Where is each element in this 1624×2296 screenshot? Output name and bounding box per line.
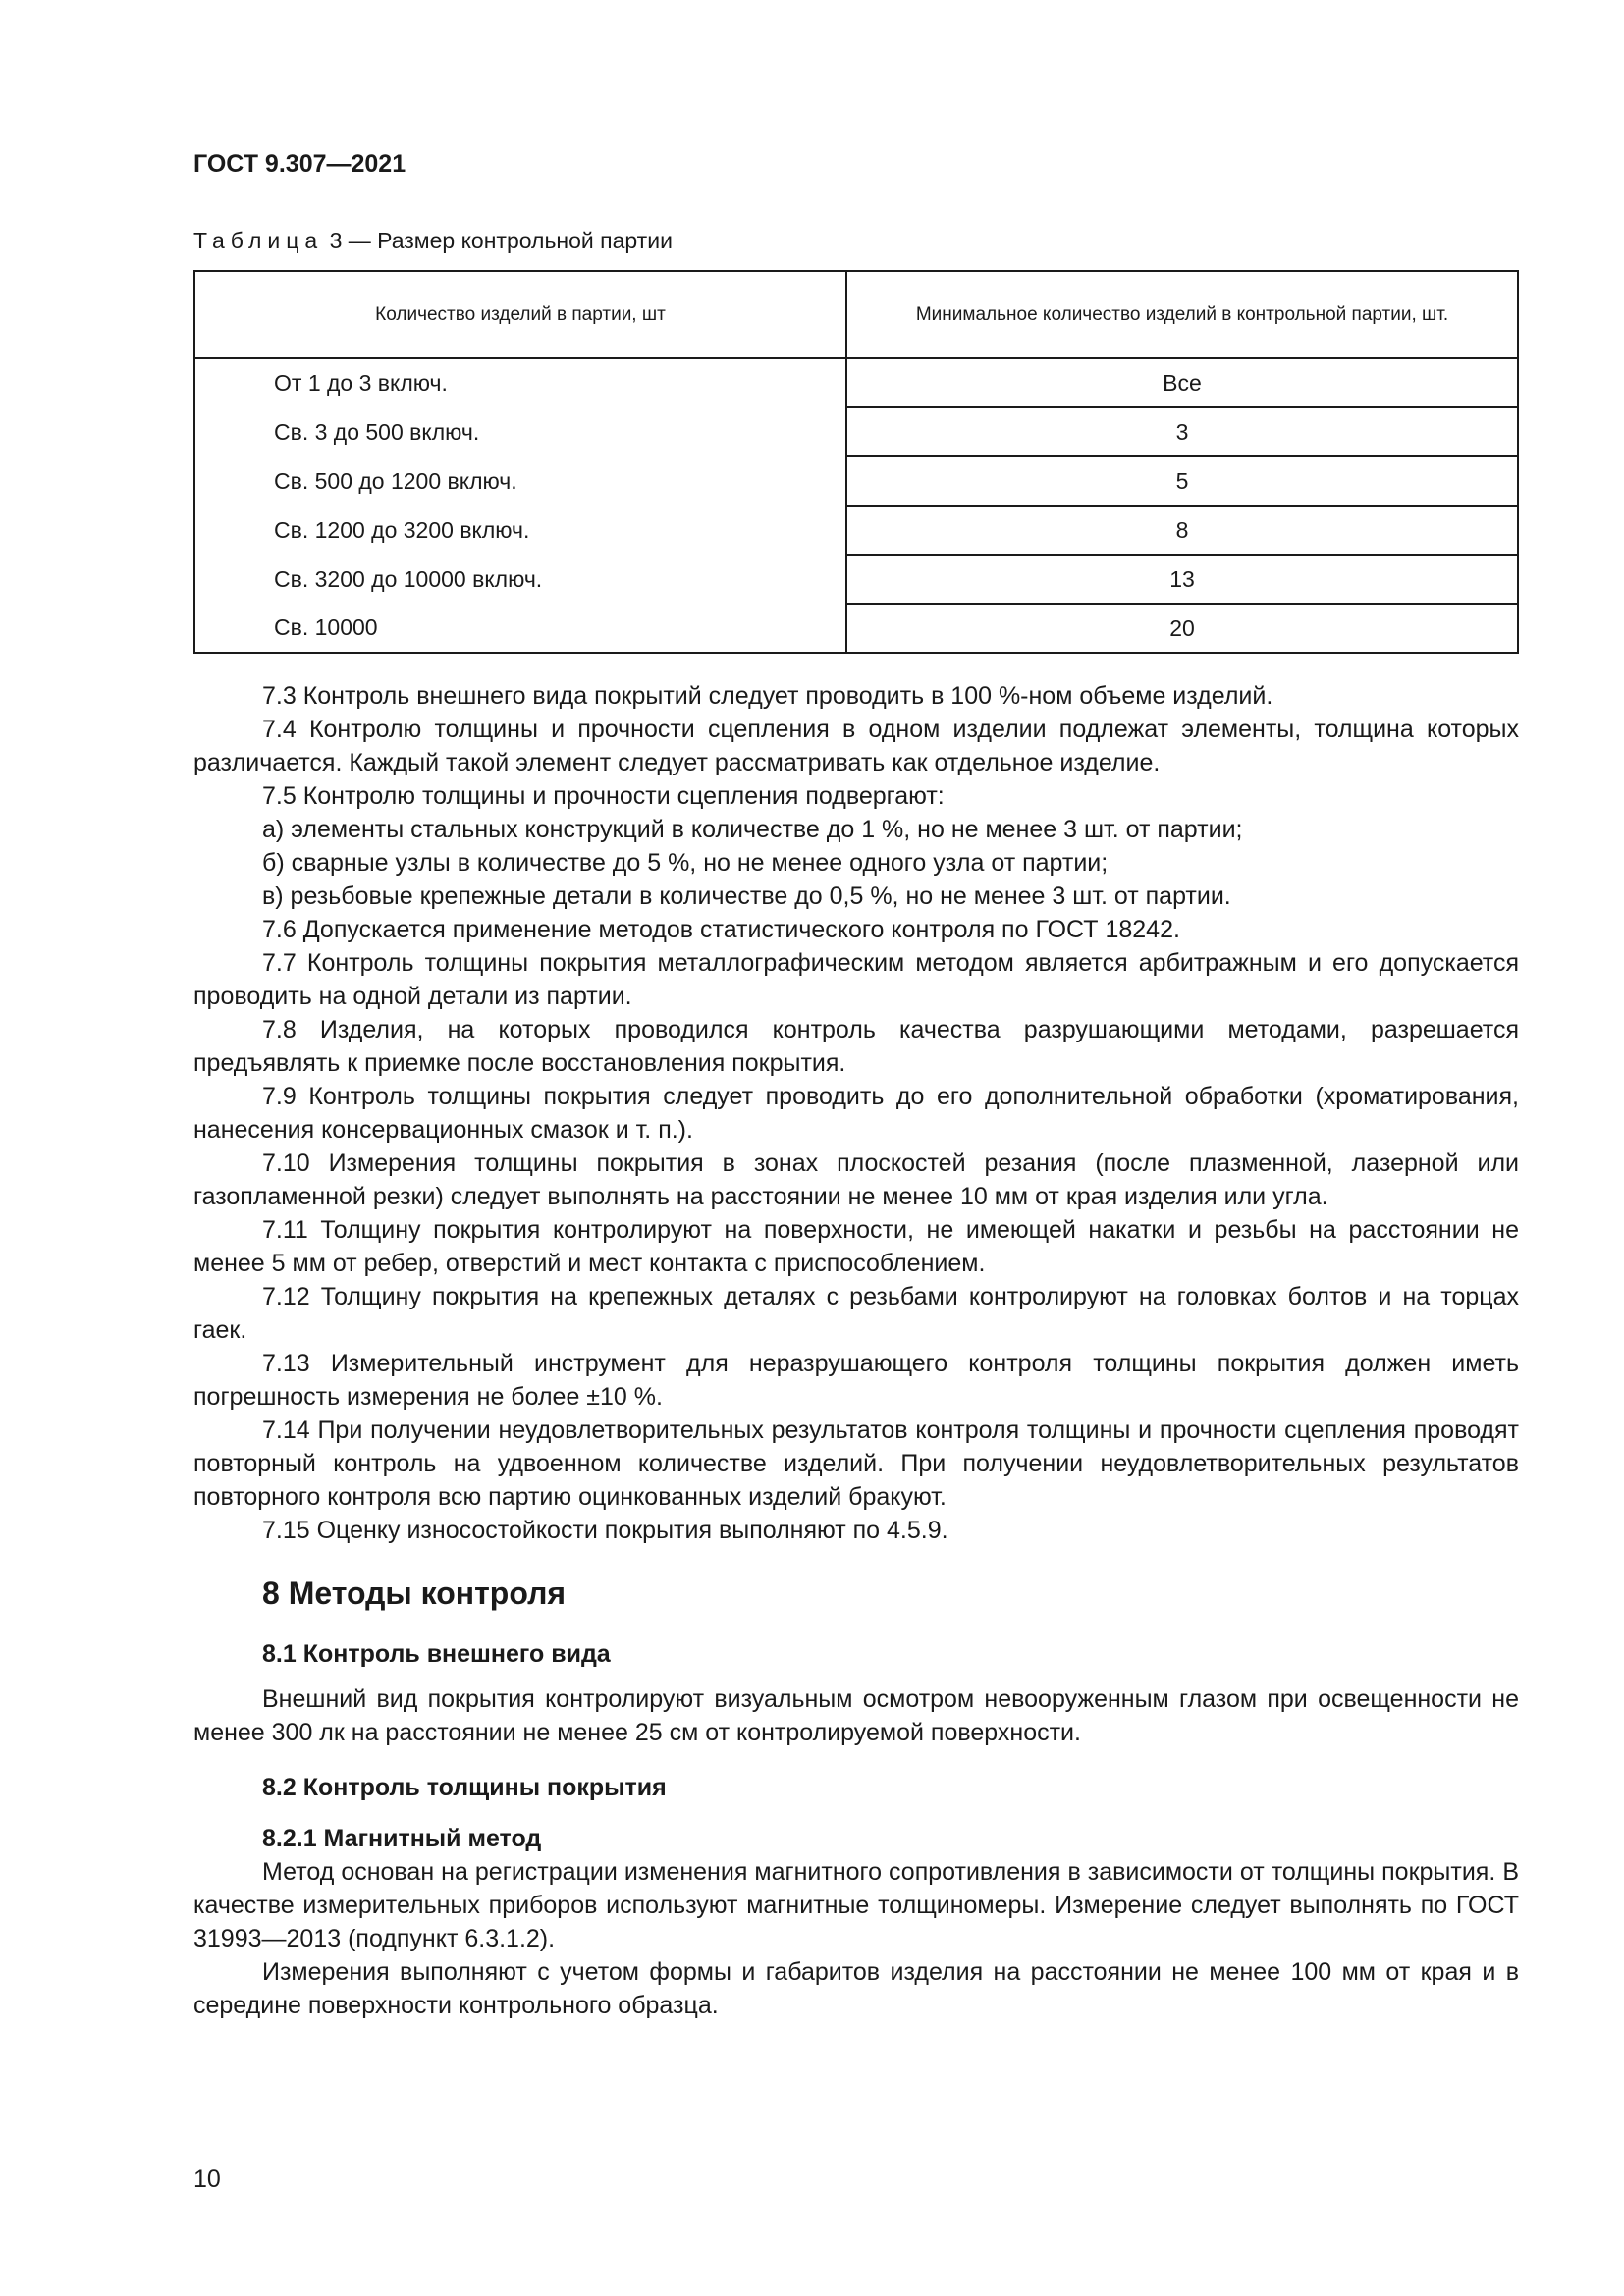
section-8-2-1-title: 8.2.1 Магнитный метод <box>262 1825 542 1852</box>
table-header-row <box>194 271 1518 358</box>
table-header-cell: Минимальное количество изделий в контрольной партии, шт. <box>846 271 1518 358</box>
paragraph-7-9: 7.9 Контроль толщины покрытия следует проводить до его дополнительной обработки (хроматирования, нанесения консервационных смазок и т. п.). <box>193 1083 1519 1144</box>
table-row <box>194 555 1518 604</box>
table-cell: 8 <box>846 506 1518 555</box>
table-cell: Св. 1200 до 3200 включ. <box>194 506 846 555</box>
table-caption-text: 3 — Размер контрольной партии <box>329 228 673 253</box>
list-item: а) элементы стальных конструкций в количестве до 1 %, но не менее 3 шт. от партии; <box>262 816 1243 843</box>
table-row <box>194 604 1518 653</box>
table-cell: 5 <box>846 456 1518 506</box>
table-row <box>194 456 1518 506</box>
table-row <box>194 407 1518 456</box>
paragraph-7-10: 7.10 Измерения толщины покрытия в зонах плоскостей резания (после плазменной, лазерной или газопламенной резки) следует выполнять на расстоянии не менее 10 мм от края изделия или угла. <box>193 1149 1519 1210</box>
section-8-2-title: 8.2 Контроль толщины покрытия <box>262 1774 667 1801</box>
table-cell: 13 <box>846 555 1518 604</box>
list-item: в) резьбовые крепежные детали в количестве до 0,5 %, но не менее 3 шт. от партии. <box>262 882 1231 910</box>
paragraph-7-6: 7.6 Допускается применение методов статистического контроля по ГОСТ 18242. <box>262 916 1180 943</box>
document-body <box>193 679 1519 2022</box>
table-row <box>194 506 1518 555</box>
table-cell: 20 <box>846 604 1518 653</box>
paragraph-7-3: 7.3 Контроль внешнего вида покрытий следует проводить в 100 %-ном объеме изделий. <box>262 682 1273 710</box>
section-8-2-1-paragraph-1: Метод основан на регистрации изменения магнитного сопротивления в зависимости от толщины покрытия. В качестве измерительных приборов используют магнитные толщиномеры. Измерение следует выполнять по ГОСТ 31993—2013 (подпункт 6.3.1.2). <box>193 1858 1519 1952</box>
paragraph-7-5: 7.5 Контролю толщины и прочности сцепления подвергают: <box>262 782 945 810</box>
table-cell: Св. 10000 <box>194 604 846 653</box>
section-8-2-1-paragraph-2: Измерения выполняют с учетом формы и габаритов изделия на расстоянии не менее 100 мм от края и в середине поверхности контрольного образца. <box>193 1958 1519 2019</box>
page-number: 10 <box>193 2165 221 2193</box>
section-8-1-title: 8.1 Контроль внешнего вида <box>262 1640 611 1668</box>
table-caption <box>193 228 673 254</box>
paragraph-7-12: 7.12 Толщину покрытия на крепежных деталях с резьбами контролируют на головках болтов и на торцах гаек. <box>193 1283 1519 1344</box>
table-caption-label: Таблица <box>193 228 324 253</box>
paragraph-7-8: 7.8 Изделия, на которых проводился контроль качества разрушающими методами, разрешается предъявлять к приемке после восстановления покрытия. <box>193 1016 1519 1077</box>
table-cell: От 1 до 3 включ. <box>194 358 846 407</box>
paragraph-7-15: 7.15 Оценку износостойкости покрытия выполняют по 4.5.9. <box>262 1517 948 1544</box>
paragraph-7-13: 7.13 Измерительный инструмент для неразрушающего контроля толщины покрытия должен иметь погрешность измерения не более ±10 %. <box>193 1350 1519 1411</box>
list-item: б) сварные узлы в количестве до 5 %, но не менее одного узла от партии; <box>262 849 1109 877</box>
batch-size-table <box>193 270 1519 654</box>
paragraph-7-11: 7.11 Толщину покрытия контролируют на поверхности, не имеющей накатки и резьбы на расстоянии не менее 5 мм от ребер, отверстий и мест контакта с приспособлением. <box>193 1216 1519 1277</box>
table-cell: Св. 3 до 500 включ. <box>194 407 846 456</box>
table-header-cell: Количество изделий в партии, шт <box>194 271 846 358</box>
section-8-title: 8 Методы контроля <box>262 1575 567 1611</box>
paragraph-7-14: 7.14 При получении неудовлетворительных результатов контроля толщины и прочности сцепления проводят повторный контроль на удвоенном количестве изделий. При получении неудовлетворительных результатов повторного контроля всю партию оцинкованных изделий бракуют. <box>193 1416 1519 1511</box>
table-row <box>194 358 1518 407</box>
table-cell: Все <box>846 358 1518 407</box>
table-cell: Св. 500 до 1200 включ. <box>194 456 846 506</box>
table-cell: 3 <box>846 407 1518 456</box>
paragraph-7-7: 7.7 Контроль толщины покрытия металлографическим методом является арбитражным и его допускается проводить на одной детали из партии. <box>193 949 1519 1010</box>
document-header: ГОСТ 9.307—2021 <box>193 150 406 178</box>
table-cell: Св. 3200 до 10000 включ. <box>194 555 846 604</box>
section-8-1-text: Внешний вид покрытия контролируют визуальным осмотром невооруженным глазом при освещенности не менее 300 лк на расстоянии не менее 25 см от контролируемой поверхности. <box>193 1685 1519 1746</box>
paragraph-7-4: 7.4 Контролю толщины и прочности сцепления в одном изделии подлежат элементы, толщина которых различается. Каждый такой элемент следует рассматривать как отдельное изделие. <box>193 716 1519 776</box>
